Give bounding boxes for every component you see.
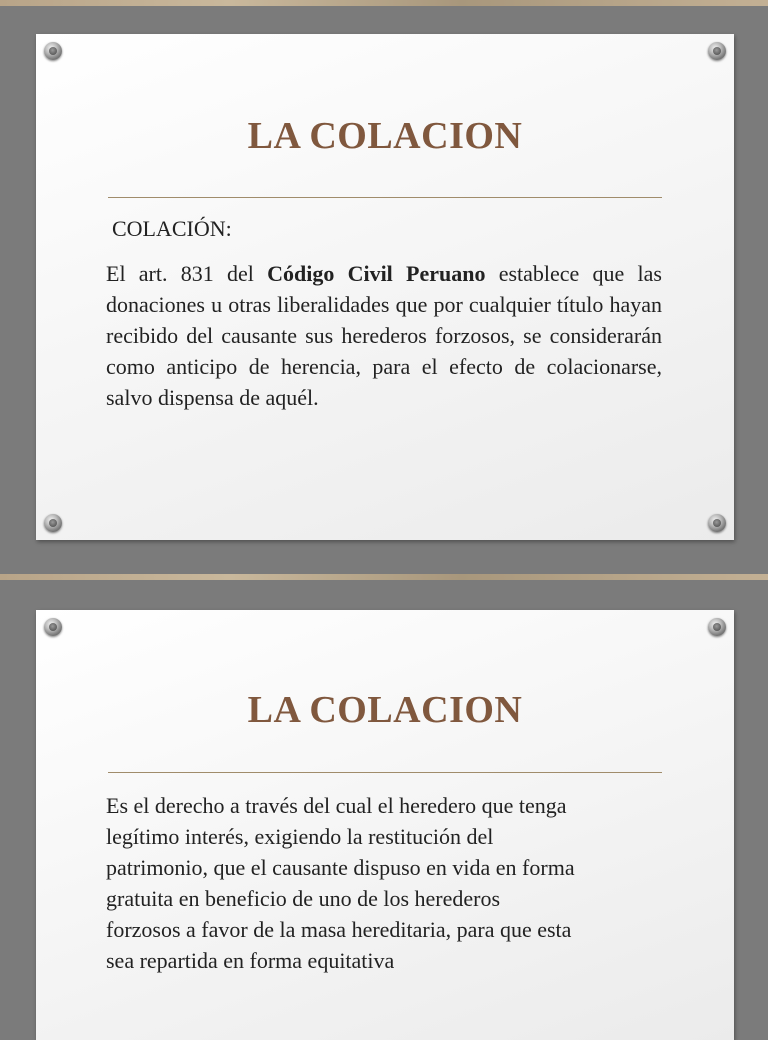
top-accent-band [0,0,768,6]
screw-icon [708,514,726,532]
screw-icon [44,618,62,636]
slide-title: LA COLACION [247,115,523,157]
paragraph-line: gratuita en beneficio de uno de los herederos [106,886,501,911]
screw-icon [708,42,726,60]
paragraph-line: legítimo interés, exigiendo la restitución del [106,824,494,849]
paragraph-text: establece que las donaciones u otras liberalidades que por cualquier título hayan recibido del causante sus herederos forzosos, se considerarán como anticipo de herencia, para el efecto de colacionarse, salvo dispensa de aquél. [106,261,662,410]
paragraph-line: forzosos a favor de la masa hereditaria, para que esta [106,917,572,942]
paragraph-line: patrimonio, que el causante dispuso en vida en forma [106,855,575,880]
slide-subheading: COLACIÓN: [112,216,232,241]
slide-title: LA COLACION [247,689,523,731]
slide-paragraph [106,790,662,976]
slide-1 [36,34,734,540]
middle-accent-band [0,574,768,580]
paragraph-emphasis: Código Civil Peruano [267,261,486,286]
screw-icon [44,514,62,532]
screw-icon [44,42,62,60]
title-divider [108,197,662,198]
screw-icon [708,618,726,636]
slide-paragraph [106,258,662,413]
title-divider [108,772,662,773]
paragraph-text: El art. 831 del [106,261,268,286]
paragraph-line: sea repartida en forma equitativa [106,948,395,973]
paragraph-line: Es el derecho a través del cual el heredero que tenga [106,793,567,818]
slide-2 [36,610,734,1040]
